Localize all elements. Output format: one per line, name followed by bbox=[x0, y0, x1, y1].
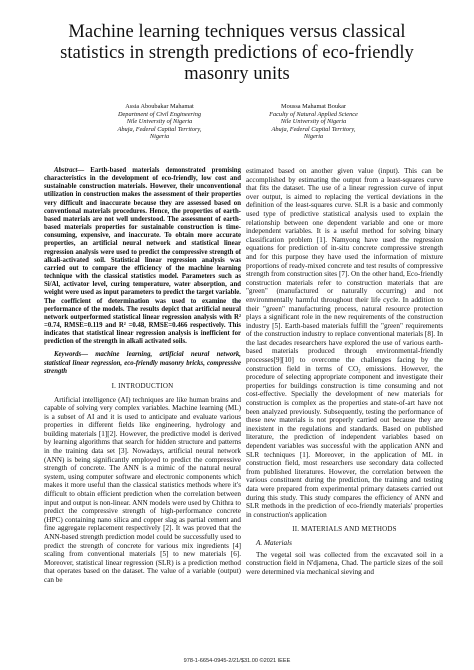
title-line: masonry units bbox=[184, 64, 290, 84]
right-column bbox=[246, 167, 443, 576]
author-department: Faculty of Natural Applied Science bbox=[269, 110, 358, 118]
left-column bbox=[44, 167, 241, 585]
author-block bbox=[72, 103, 247, 141]
author-department: Department of Civil Engineering bbox=[117, 110, 202, 118]
author-institution: Nile University of Nigeria bbox=[280, 118, 347, 126]
subsection-heading-materials: A. Materials bbox=[256, 538, 292, 547]
keywords bbox=[44, 351, 241, 375]
author-institution: Nile University of Nigeria bbox=[126, 118, 193, 126]
abstract-text: Earth-based materials demonstrated promising characteristics in the development of eco-friendly, low cost and sustainable construction materials. However, their unconventional utilization in construction makes the assessment of their properties very difficult and inaccurate because they are assessed based on conventional materials procedures. Hence, the properties of earth-based materials are not well understood. The assessment of earth-based materials properties for sustainable construction is time-consuming, expensive, and inaccurate. To obtain more accurate properties, an artificial neural network and statistical linear regression analysis were used to predict the compressive strength of alkali-activated soil. Statistical linear regression analysis was carried out to compare the efficiency of the machine learning technique with the classical statistics model. Parameters such as Si/Al, activator level, curing temperature, water absorption, and weight were used as input parameters to predict the target variable. The coefficient of determination was used to examine the performance of the models. The results depict that artificial neural network outperformed statistical linear regression analysis with R² =0.74, RMSE=0.119 and R² =0.48, RMSE=0.466 respectively. This indicates that statistical linear regression analysis is inefficient for prediction of the strength in alkali activated soils. bbox=[44, 167, 241, 346]
section-heading-methods: II. MATERIALS AND METHODS bbox=[292, 525, 397, 534]
title-line: Machine learning techniques versus classical bbox=[68, 22, 406, 42]
copyright-footer: 978-1-6654-0945-2/21/$31.00 ©2021 IEEE bbox=[183, 658, 291, 664]
author-name: Moussa Mahamat Boukar bbox=[280, 103, 347, 110]
paper-title bbox=[0, 22, 474, 85]
body-paragraph: estimated based on another given value (input). This can be accomplished by estimating the output from a least-squares curve that fits the dataset. The use of a linear regression curve of input over output, is aimed to replacing the vertical deviations in the definition of the least-squares curve. SLR is a basic and commonly used type of predictive statistical analysis used to explain the relationship between one dependent variable and one or more independent variables. It is a useful method for solving binary classification problem [1]. Namyong have used the regression equations for prediction of in-situ concrete compressive strength and for this purpose they have used the information of mixture proportions of ready-mixed concrete and test results of compressive strength from construction sites [7]. On the other hand, Eco-friendly construction materials refer to construction materials that are "green" (manufactured or naturally occurring) and not environmentally harmful throughout their life cycle. In addition to their "green" manufacturing process, natural resource protection plays a significant role in the new requirements of the construction industry [5]. Earth-based materials fulfill the "green" requirements of the construction industry to replace conventional materials [8]. In the last decades researchers have explored the use of various earth-based materials produced through environmental-friendly processes[9][10] to overcome the challenges facing by the construction field in terms of CO₂ emissions. However, the procedure of selecting appropriate component and investigate their properties for buildings construction is time consuming and not cost-effective. Specially the development of new materials for construction is complex as the properties and state-of-art have not been analyzed previously. Subsequently, testing the performance of these new materials is not properly carried out because they are inexistent in the regulations and standards. Based on published literature, the prediction of independent variables based on dependent variables was successful with the application ANN and SLR techniques [1]. Moreover, in the application of ML in construction field, most researchers use secondary data collected from published literatures. However, the correlation between the various constituent during the prediction, the training and testing data were prepared from experimental primary datasets carried out during this study. This study compares the efficiency of ANN and SLR methods in the prediction of eco-friendly materials' properties in construction's application bbox=[246, 167, 443, 519]
author-address: Abuja, Federal Capital Territory, bbox=[117, 125, 202, 133]
author-name: Assia Aboubakar Mahamat bbox=[125, 103, 194, 110]
body-paragraph: The vegetal soil was collected from the excavated soil in a construction field in N'djamena, Chad. The particle sizes of the soil were determined via mechanical sieving and bbox=[246, 550, 443, 576]
body-paragraph: Artificial intelligence (AI) techniques are like human brains and capable of solving very complex variables. Machine learning (ML) is a subset of AI and it is used to anticipate and evaluate various properties in different fields like engineering, hydrology and building materials [1][2]. However, the predictive model is derived by learning algorithms that search for hidden structure and patterns in the training data set [3]. Nowadays, artificial neural network (ANN) is being significantly employed to predict the compressive strength of concrete. The ANN is a mimic of the natural neural system, using computer software and electronic components which makes it more useful than the classical statistics methods where it's difficult to obtain efficient prediction when the correlation between input and output is non-linear. ANN models were used by Chithra to predict the compressive strength of high-performance concrete (HPC) containing nano silica and copper slag as partial cement and fine aggregate replacement respectively [2]. It was proved that the ANN-based strength prediction model could be successfully used to predict the strength of concrete for various mix ingredients [4] scaling from conventional materials [5] to new materials [6]. Moreover, statistical linear regression (SLR) is a prediction method that operates based on the dataset. The value of a variable (output) can be bbox=[44, 395, 241, 584]
author-country: Nigeria bbox=[303, 133, 324, 141]
author-block bbox=[226, 103, 401, 141]
author-address: Abuja, Federal Capital Territory, bbox=[271, 125, 356, 133]
abstract-lead: Abstract— bbox=[54, 167, 85, 174]
author-country: Nigeria bbox=[149, 133, 170, 141]
keywords-text: machine learning, artificial neural network, statistical linear regression, eco-friendly masonry bricks, compressive strength bbox=[44, 351, 241, 375]
section-heading-introduction: I. INTRODUCTION bbox=[111, 381, 174, 390]
title-line: statistics in strength predictions of eco-friendly bbox=[60, 43, 414, 63]
keywords-lead: Keywords— bbox=[54, 351, 88, 359]
abstract bbox=[44, 167, 241, 346]
